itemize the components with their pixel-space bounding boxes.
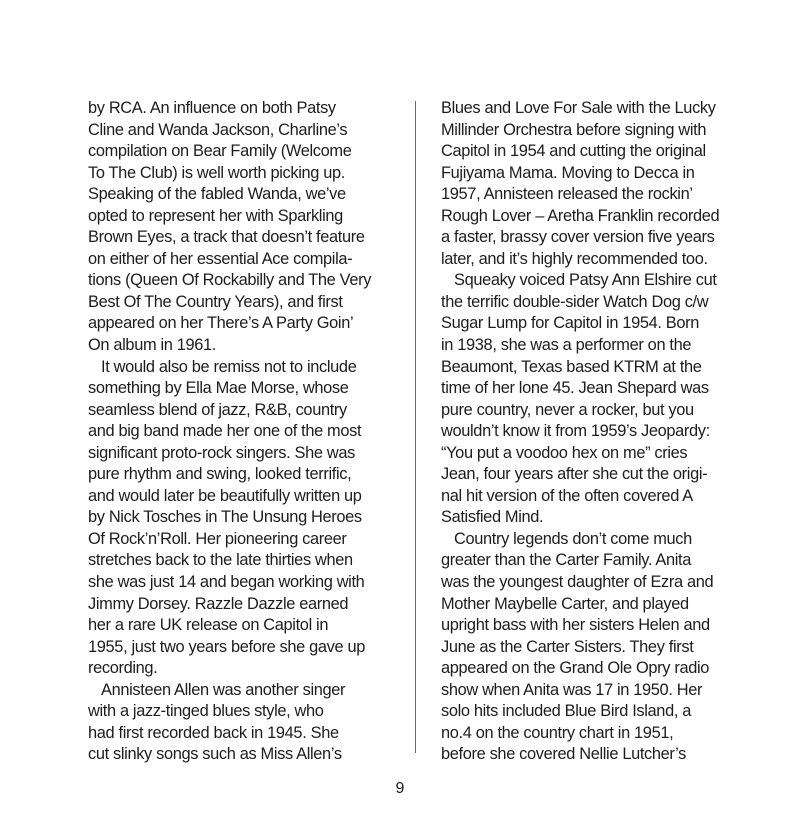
text-line: nal hit version of the often covered A [441,486,693,505]
text-line: in 1938, she was a performer on the [441,336,692,355]
text-line: stretches back to the late thirties when [88,551,353,570]
text-line: Beaumont, Texas based KTRM at the [441,357,702,376]
text-line: compilation on Bear Family (Welcome [88,142,352,161]
text-line: and would later be beautifully written up [88,486,362,505]
text-line: the terrific double-sider Watch Dog c/w [441,292,709,311]
text-line: Cline and Wanda Jackson, Charline’s [88,120,348,139]
text-line: Satisfied Mind. [441,508,544,527]
column-divider [415,101,416,753]
text-line: she was just 14 and began working with [88,573,365,592]
text-line: Mother Maybelle Carter, and played [441,594,689,613]
text-line: Squeaky voiced Patsy Ann Elshire cut [454,271,717,290]
text-line: was the youngest daughter of Ezra and [441,573,714,592]
text-line: Of Rock’n’Roll. Her pioneering career [88,529,347,548]
text-line: Brown Eyes, a track that doesn’t feature [88,228,365,247]
paragraph-annisteen-allen [88,680,406,766]
text-line: Speaking of the fabled Wanda, we’ve [88,185,346,204]
text-line: Capitol in 1954 and cutting the original [441,142,706,161]
paragraph-carter-family [441,529,759,766]
text-line: appeared on her There’s A Party Goin’ [88,314,354,333]
text-line: Sugar Lump for Capitol in 1954. Born [441,314,700,333]
text-line: upright bass with her sisters Helen and [441,616,710,635]
text-line: Blues and Love For Sale with the Lucky [441,99,716,117]
text-line: Jimmy Dorsey. Razzle Dazzle earned [88,594,349,613]
text-line: On album in 1961. [88,336,216,355]
text-line: Jean, four years after she cut the origi- [441,465,708,484]
text-line: had first recorded back in 1945. She [88,723,339,742]
text-line: on either of her essential Ace compila- [88,249,353,268]
text-line: It would also be remiss not to include [101,357,357,376]
text-line: something by Ella Mae Morse, whose [88,379,349,398]
text-line: “You put a voodoo hex on me” cries [441,443,688,462]
text-line: and big band made her one of the most [88,422,362,441]
text-line: 1955, just two years before she gave up [88,637,366,656]
page-number: 9 [395,780,405,797]
text-line: Annisteen Allen was another singer [101,680,346,699]
paragraph-annisteen-continued [441,98,759,270]
text-line: pure country, never a rocker, but you [441,400,694,419]
text-line: Country legends don’t come much [454,529,692,548]
text-line: June as the Carter Sisters. They first [441,637,694,656]
text-line: opted to represent her with Sparkling [88,206,343,225]
text-line: later, and it’s highly recommended too. [441,249,708,268]
text-line: Millinder Orchestra before signing with [441,120,707,139]
text-line: Rough Lover – Aretha Franklin recorded [441,206,720,225]
left-text-column [88,98,406,766]
text-line: greater than the Carter Family. Anita [441,551,692,570]
text-line: significant proto-rock singers. She was [88,443,355,462]
text-line: with a jazz-tinged blues style, who [88,702,324,721]
text-line: time of her lone 45. Jean Shepard was [441,379,709,398]
text-line: Best Of The Country Years), and first [88,292,343,311]
text-line: solo hits included Blue Bird Island, a [441,702,692,721]
text-line: by Nick Tosches in The Unsung Heroes [88,508,362,527]
text-line: wouldn’t know it from 1959’s Jeopardy: [441,422,710,441]
text-line: her a rare UK release on Capitol in [88,616,329,635]
text-line: show when Anita was 17 in 1950. Her [441,680,703,699]
text-line: Fujiyama Mama. Moving to Decca in [441,163,695,182]
text-line: cut slinky songs such as Miss Allen’s [88,745,342,764]
text-line: recording. [88,659,158,678]
paragraph-charline-wanda [88,98,406,357]
paragraph-ella-mae-morse [88,357,406,680]
text-line: no.4 on the country chart in 1951, [441,723,674,742]
text-line: 1957, Annisteen released the rockin’ [441,185,693,204]
text-line: appeared on the Grand Ole Opry radio [441,659,710,678]
text-line: by RCA. An influence on both Patsy [88,99,336,117]
text-line: tions (Queen Of Rockabilly and The Very [88,271,372,290]
text-line: a faster, brassy cover version five years [441,228,715,247]
text-line: seamless blend of jazz, R&B, country [88,400,347,419]
text-line: pure rhythm and swing, looked terrific, [88,465,352,484]
text-line: before she covered Nellie Lutcher’s [441,745,686,764]
text-line: To The Club) is well worth picking up. [88,163,345,182]
paragraph-patsy-ann-elshire [441,270,759,529]
right-text-column [441,98,759,766]
